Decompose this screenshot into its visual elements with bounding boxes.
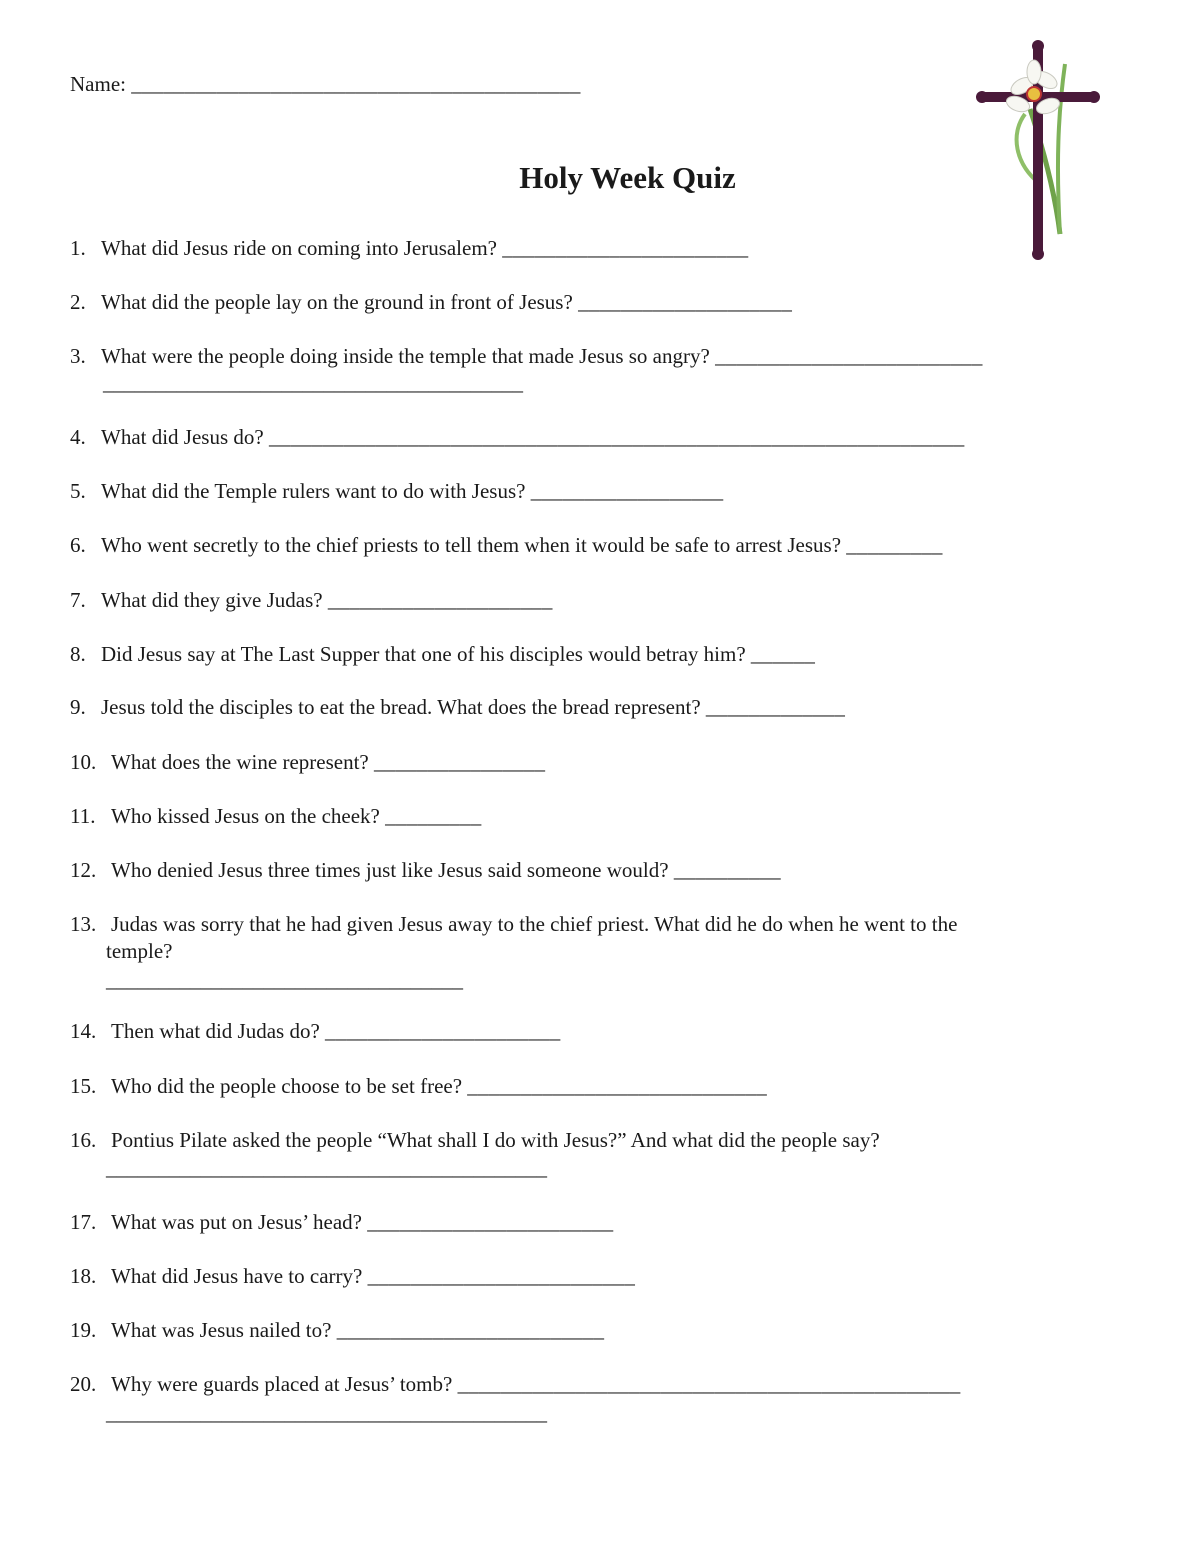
question-14 — [70, 1018, 560, 1045]
question-9 — [70, 694, 845, 721]
question-text: What was put on Jesus’ head? — [111, 1210, 362, 1234]
answer-blank[interactable]: ______________________ — [325, 1019, 561, 1043]
question-number: 1. — [70, 236, 86, 260]
question-6 — [70, 532, 943, 559]
answer-blank[interactable]: _________ — [385, 804, 482, 828]
question-text: What did Jesus do? — [101, 425, 264, 449]
question-number: 9. — [70, 695, 86, 719]
answer-blank[interactable]: _______________________ — [502, 236, 749, 260]
question-number: 11. — [70, 804, 96, 828]
question-4 — [70, 424, 964, 451]
answer-blank-continued[interactable]: __________________________________________ — [106, 1401, 547, 1425]
question-number: 7. — [70, 588, 86, 612]
question-text: What did they give Judas? — [101, 588, 323, 612]
question-text: Judas was sorry that he had given Jesus away to the chief priest. What did he do when he went to the — [111, 912, 958, 936]
question-16 — [70, 1127, 880, 1154]
answer-blank[interactable]: _________________________ — [336, 1318, 605, 1342]
answer-blank-continued[interactable]: ________________________________________ — [103, 371, 523, 395]
question-number: 5. — [70, 479, 86, 503]
answer-blank[interactable]: _________________________ — [367, 1264, 636, 1288]
answer-blank[interactable]: __________________________________________ — [106, 1156, 547, 1180]
question-5 — [70, 478, 723, 505]
question-text-continued: temple? — [106, 939, 173, 963]
cross-with-lily-icon — [970, 34, 1102, 264]
question-text: Pontius Pilate asked the people “What shall I do with Jesus?” And what did the people say? — [111, 1128, 880, 1152]
question-10 — [70, 749, 545, 776]
answer-blank[interactable]: ________________ — [373, 750, 546, 774]
question-text: What did the Temple rulers want to do with Jesus? — [101, 479, 526, 503]
question-11 — [70, 803, 481, 830]
question-15 — [70, 1073, 767, 1100]
question-text: Jesus told the disciples to eat the bread. What does the bread represent? — [101, 695, 701, 719]
question-text: What was Jesus nailed to? — [111, 1318, 332, 1342]
answer-blank[interactable]: ____________________ — [578, 290, 793, 314]
question-text: Who went secretly to the chief priests to tell them when it would be safe to arrest Jesus? — [101, 533, 842, 557]
question-text: Did Jesus say at The Last Supper that one of his disciples would betray him? — [101, 642, 746, 666]
name-label: Name: — [70, 72, 126, 96]
question-17 — [70, 1209, 613, 1236]
question-2 — [70, 289, 792, 316]
answer-blank[interactable]: __________________________________ — [106, 968, 463, 992]
question-number: 3. — [70, 344, 86, 368]
question-number: 4. — [70, 425, 86, 449]
answer-blank[interactable]: _____________________ — [327, 588, 553, 612]
question-number: 8. — [70, 642, 86, 666]
question-text: Then what did Judas do? — [111, 1019, 320, 1043]
question-number: 12. — [70, 858, 97, 882]
question-text: Why were guards placed at Jesus’ tomb? — [111, 1372, 453, 1396]
question-1 — [70, 235, 748, 262]
question-3 — [70, 343, 983, 370]
question-text: What did the people lay on the ground in front of Jesus? — [101, 290, 573, 314]
question-number: 13. — [70, 912, 97, 936]
question-text: What does the wine represent? — [111, 750, 369, 774]
question-text: Who denied Jesus three times just like Jesus said someone would? — [111, 858, 669, 882]
question-8 — [70, 641, 815, 668]
question-18 — [70, 1263, 635, 1290]
answer-blank[interactable]: ____________________________ — [467, 1074, 767, 1098]
answer-blank[interactable]: ______ — [750, 642, 816, 666]
answer-blank[interactable]: _______________________ — [367, 1210, 614, 1234]
question-number: 10. — [70, 750, 97, 774]
question-number: 15. — [70, 1074, 97, 1098]
page-title: Holy Week Quiz — [519, 160, 736, 195]
answer-blank[interactable]: _____________ — [705, 695, 846, 719]
question-number: 18. — [70, 1264, 97, 1288]
question-number: 14. — [70, 1019, 97, 1043]
name-blank[interactable]: __________________________________________ — [131, 72, 581, 96]
question-text: What did Jesus have to carry? — [111, 1264, 363, 1288]
question-text: What did Jesus ride on coming into Jerusalem? — [101, 236, 497, 260]
answer-blank[interactable]: __________ — [673, 858, 781, 882]
name-field-row — [70, 72, 581, 97]
question-19 — [70, 1317, 604, 1344]
question-12 — [70, 857, 781, 884]
question-number: 17. — [70, 1210, 97, 1234]
answer-blank[interactable]: _________________________ — [715, 344, 983, 368]
question-number: 16. — [70, 1128, 97, 1152]
question-number: 19. — [70, 1318, 97, 1342]
answer-blank[interactable]: __________________ — [530, 479, 724, 503]
answer-blank[interactable]: _______________________________________________ — [457, 1372, 961, 1396]
question-number: 20. — [70, 1372, 97, 1396]
question-13 — [70, 911, 957, 938]
question-20 — [70, 1371, 960, 1398]
question-text: Who did the people choose to be set free? — [111, 1074, 463, 1098]
question-number: 6. — [70, 533, 86, 557]
question-7 — [70, 587, 553, 614]
answer-blank[interactable]: _________________________________________________________________ — [268, 425, 965, 449]
question-text: Who kissed Jesus on the cheek? — [111, 804, 380, 828]
question-text: What were the people doing inside the temple that made Jesus so angry? — [101, 344, 710, 368]
question-number: 2. — [70, 290, 86, 314]
answer-blank[interactable]: _________ — [846, 533, 943, 557]
